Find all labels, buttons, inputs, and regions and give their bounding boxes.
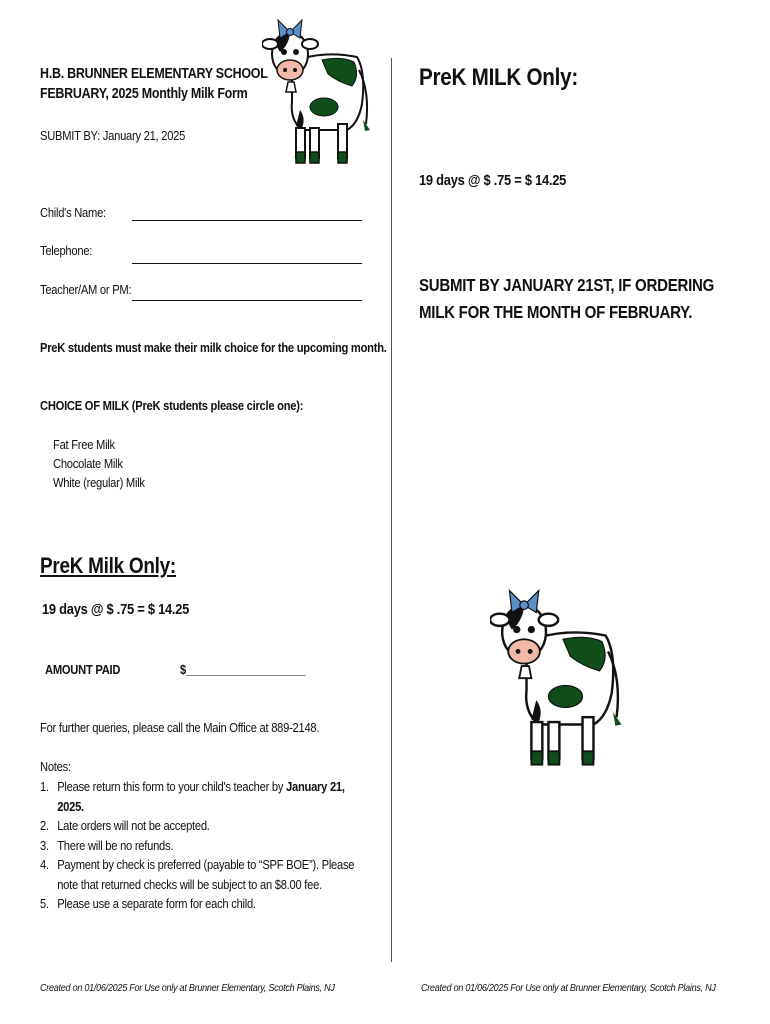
note-number: 1.	[40, 779, 49, 794]
notes-list	[40, 777, 367, 914]
notes-label: Notes:	[40, 759, 71, 774]
cow-icon	[262, 12, 377, 170]
submit-notice: SUBMIT BY JANUARY 21ST, IF ORDERING MILK FOR THE MONTH OF FEBRUARY.	[419, 275, 715, 322]
teacher-field[interactable]	[132, 300, 362, 301]
amount-paid-label: AMOUNT PAID	[45, 662, 121, 677]
form-title	[40, 64, 268, 104]
submit-by-date: SUBMIT BY: January 21, 2025	[40, 128, 186, 143]
note-item	[40, 777, 367, 816]
choice-note: PreK students must make their milk choice for the upcoming month.	[40, 340, 387, 355]
note-deadline: January 21, 2025.	[57, 779, 345, 814]
days-price-right: 19 days @ $ .75 = $ 14.25	[419, 172, 567, 189]
telephone-field[interactable]	[132, 263, 362, 264]
child-name-field[interactable]	[132, 220, 362, 221]
choice-heading: CHOICE OF MILK (PreK students please circle one):	[40, 398, 304, 413]
note-number: 5.	[40, 896, 49, 911]
school-name: H.B. BRUNNER ELEMENTARY SCHOOL	[40, 66, 268, 82]
days-price: 19 days @ $ .75 = $ 14.25	[42, 601, 190, 618]
note-number: 3.	[40, 837, 49, 853]
choice-fat-free[interactable]: Fat Free Milk	[53, 437, 115, 452]
note-text: Please use a separate form for each child.	[57, 896, 256, 911]
note-text: Late orders will not be accepted.	[57, 818, 210, 833]
amount-paid-field[interactable]: $____________________	[180, 662, 306, 677]
choice-chocolate[interactable]: Chocolate Milk	[53, 456, 123, 471]
cow-drawing	[262, 20, 370, 163]
footer-left: Created on 01/06/2025 For Use only at Brunner Elementary, Scotch Plains, NJ	[40, 982, 335, 994]
child-name-label: Child's Name:	[40, 205, 106, 220]
footer-right: Created on 01/06/2025 For Use only at Brunner Elementary, Scotch Plains, NJ	[421, 982, 716, 994]
prek-milk-heading: PreK Milk Only:	[40, 553, 176, 578]
note-text: Payment by check is preferred (payable to “SPF BOE”). Please note that returned checks will be subject to an $8.00 fee.	[57, 857, 355, 892]
note-number: 2.	[40, 818, 49, 833]
form-month: FEBRUARY, 2025 Monthly Milk Form	[40, 86, 248, 102]
note-item	[40, 816, 367, 836]
teacher-label: Teacher/AM or PM:	[40, 282, 132, 297]
note-item	[40, 855, 367, 894]
note-item	[40, 894, 367, 914]
column-divider	[391, 58, 392, 962]
cow-drawing	[490, 591, 621, 765]
choice-white[interactable]: White (regular) Milk	[53, 475, 145, 490]
note-text: Please return this form to your child's teacher by	[57, 779, 287, 794]
prek-milk-only-heading: PreK MILK Only:	[419, 64, 578, 91]
note-number: 4.	[40, 857, 49, 872]
queries-text: For further queries, please call the Main Office at 889-2148.	[40, 720, 320, 735]
note-text: There will be no refunds.	[57, 837, 174, 853]
note-item	[40, 836, 367, 856]
telephone-label: Telephone:	[40, 243, 93, 258]
cow-icon	[490, 568, 630, 786]
